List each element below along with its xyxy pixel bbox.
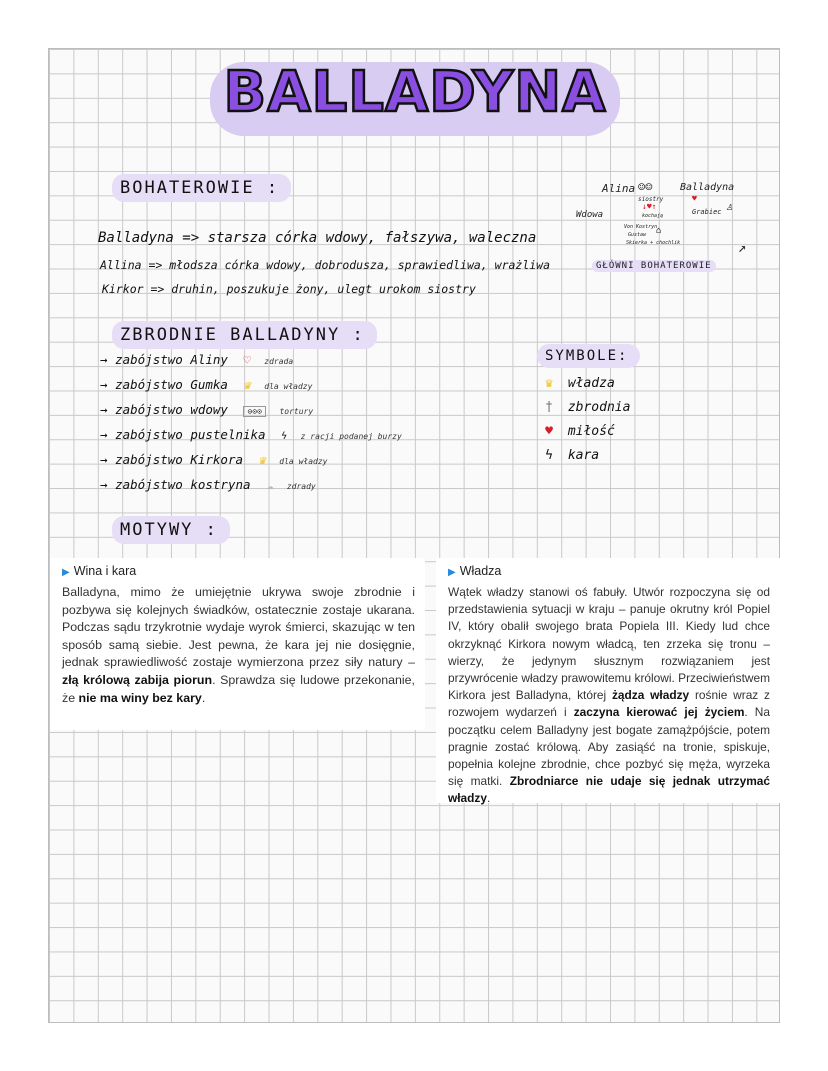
figures-icon: ☺☺ <box>638 180 653 194</box>
arrow-icon: → <box>100 427 108 442</box>
heart-icon: ♥ <box>545 424 553 439</box>
diagram-skierka: Skierka + chochlik <box>626 240 681 246</box>
crime-item <box>100 477 316 492</box>
crime-text: zabójstwo Aliny <box>115 352 228 367</box>
symbols-heading <box>545 348 628 364</box>
crime-note: tortury <box>279 407 314 416</box>
symbol-label: miłość <box>567 424 615 439</box>
card-text: rośnie wraz z rozwojem wydarzeń i <box>448 688 770 720</box>
lightning-icon: ϟ <box>281 431 288 442</box>
card-title <box>448 564 770 578</box>
crime-note: zdrada <box>264 357 294 366</box>
broken-heart-icon: ♡ <box>243 353 251 367</box>
card-title <box>62 564 415 578</box>
crimes-heading <box>120 325 365 345</box>
crime-item <box>100 352 293 367</box>
motifs-heading-text: MOTYWY : <box>120 520 218 540</box>
symbols-heading-text: SYMBOLE: <box>545 348 629 364</box>
arrow-icon: → <box>100 402 108 417</box>
card-text: . Sprawdza się ludowe przekonanie, że <box>62 672 415 705</box>
card-text: Balladyna, mimo że umiejętnie ukrywa swoje zbrodnie i pozbywa się kolejnych świadków, ostatecznie zostaje ukarana. Podczas sądu trzykrotnie wydaje wyrok śmierci, skazując w ten sposób samą siebie. Jest pewna, że kara jej nie dosięgnie, jednak sprawiedliwość zostaje wymierzona przez siły natury – <box>62 585 415 670</box>
diagram-alina: Alina <box>602 182 636 195</box>
symbol-item <box>538 400 630 415</box>
motif-card-wina-i-kara <box>50 558 425 730</box>
diagram-caption: GŁÓWNI BOHATEROWIE <box>592 260 716 272</box>
heart-arrows-icon: ↓♥↑ <box>642 202 657 211</box>
card-bold-text: nie ma winy bez kary <box>78 690 202 705</box>
diagram-gustaw: Gustaw <box>628 232 647 238</box>
card-bold-text: zaczyna kierować jej życiem <box>573 705 745 720</box>
arrow-icon: → <box>100 477 108 492</box>
crime-text: zabójstwo wdowy <box>115 402 228 417</box>
heart-small-icon: ♥ <box>692 194 697 203</box>
crown-icon: ♛ <box>258 453 266 467</box>
symbol-item <box>538 448 599 463</box>
triangle-bullet-icon: ▶ <box>448 567 456 578</box>
character-line-alina: Allina => młodsza córka wdowy, dobrodusza, sprawiedliwa, wrażliwa <box>100 258 551 272</box>
lightning-icon: ϟ <box>545 448 553 463</box>
triangle-bullet-icon: ▶ <box>62 567 70 578</box>
diagram-siostry: siostry <box>638 196 664 203</box>
symbol-item <box>538 376 615 391</box>
symbol-item <box>538 424 615 439</box>
crime-text: zabójstwo Gumka <box>115 377 228 392</box>
diagram-von-kostryn: Von Kostryn <box>624 224 658 230</box>
characters-diagram <box>576 180 756 270</box>
character-line-kirkor: Kirkor => druhin, poszukuje żony, ulegt urokom siostry <box>102 282 476 296</box>
house-icon: ⌂ <box>656 226 662 236</box>
motif-card-wladza <box>436 558 780 806</box>
diagram-kochaja: kochają <box>642 213 664 219</box>
crime-note: dla władzy <box>279 457 328 466</box>
card-bold-text: złą królową zabija piorun <box>62 672 213 687</box>
symbol-label: kara <box>567 448 600 463</box>
crime-item <box>100 377 312 392</box>
card-title-text: Wina i kara <box>73 564 137 578</box>
diagram-balladyna: Balladyna <box>680 182 735 193</box>
card-bold-text: żądza władzy <box>611 688 690 703</box>
card-text: . <box>487 791 491 806</box>
person-icon: ♙ <box>726 200 733 213</box>
character-line-balladyna: Balladyna => starsza córka wdowy, fałszywa, waleczna <box>98 230 537 246</box>
characters-heading-text: BOHATEROWIE : <box>120 178 280 198</box>
curved-arrow-icon: ↗ <box>738 240 747 256</box>
crown-icon: ♛ <box>545 376 553 391</box>
crime-item <box>100 427 402 442</box>
card-body <box>62 584 415 707</box>
crown-icon: ♛ <box>243 378 251 392</box>
diagram-grabiec: Grabiec <box>692 208 722 216</box>
card-title-text: Władza <box>459 564 502 578</box>
crime-text: zabójstwo pustelnika <box>115 427 266 442</box>
crime-text: zabójstwo Kirkora <box>115 452 243 467</box>
crime-text: zabójstwo kostryna <box>115 477 251 492</box>
crime-item <box>100 402 313 417</box>
torture-icon: ⊙⊙⊙ <box>243 406 265 417</box>
motifs-heading <box>120 520 218 540</box>
arrow-icon: → <box>100 352 108 367</box>
cloud-icon: ☁ <box>266 478 274 492</box>
crime-note: z racji podanej burzy <box>300 432 402 441</box>
card-text: Wątek władzy stanowi oś fabuły. Utwór rozpoczyna się od przedstawienia sytuacji w kraju – panuje okrutny król Popiel IV, który obalił swojego brata Popiela III. Kiedy lud chce okrzyknąć Kirkora nowym władcą, ten zrzeka się tronu – wierzy, że jedynym słusznym rozwiązaniem jest przywrócenie władzy prawowitemu królowi. Przeciwieństwem Kirkora jest Balladyna, której <box>448 585 770 703</box>
characters-heading <box>120 178 279 198</box>
arrow-icon: → <box>100 452 108 467</box>
page-title: BALLADYNA <box>223 60 607 125</box>
diagram-wdowa: Wdowa <box>576 210 604 220</box>
card-text: . Na początku celem Balladyny jest bogate zamążpójście, potem pragnie zostać królową. Aby zasiąść na tronie, spiskuje, popełnia kolejne zbrodnie, chce pozbyć się męża, wyrzeka się matki. <box>448 705 771 789</box>
crimes-heading-text: ZBRODNIE BALLADYNY : <box>120 325 365 345</box>
crime-note: zdrady <box>286 482 316 491</box>
card-bold-text: Zbrodniarce nie udaje się jednak utrzymać władzy <box>448 774 771 806</box>
crime-note: dla władzy <box>264 382 313 391</box>
crime-item <box>100 452 327 467</box>
symbol-label: władza <box>567 376 615 391</box>
card-body <box>448 584 770 808</box>
dagger-icon: † <box>545 400 553 415</box>
symbol-label: zbrodnia <box>567 400 631 415</box>
card-text: . <box>201 690 206 705</box>
arrow-icon: → <box>100 377 108 392</box>
